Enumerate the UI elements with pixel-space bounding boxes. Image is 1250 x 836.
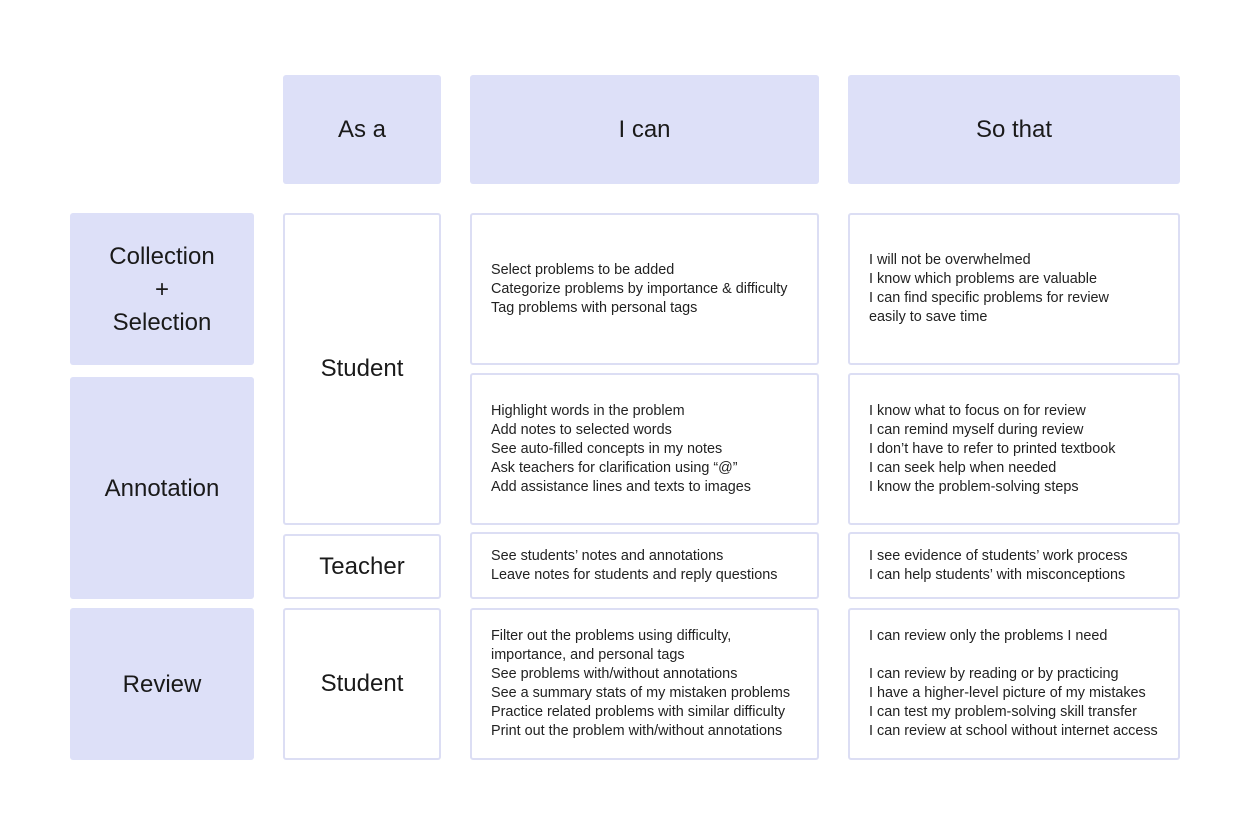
- list-item: I see evidence of students’ work process: [869, 547, 1128, 564]
- list-item: Practice related problems with similar difficulty: [491, 704, 786, 720]
- list-item: I can test my problem-solving skill transfer: [869, 704, 1137, 720]
- cell-annotation-teacher-i-can: [470, 532, 819, 599]
- list-item: I can find specific problems for review: [869, 290, 1109, 306]
- role-teacher: [283, 534, 441, 599]
- cell-collection-so-that: [848, 213, 1180, 365]
- list-item: [869, 646, 1158, 665]
- list-item: I can review at school without internet access: [869, 723, 1158, 739]
- category-collection-line-2: +: [154, 275, 169, 303]
- category-annotation-label: Annotation: [104, 474, 220, 502]
- annotation-student-so-that-list: [869, 402, 1115, 497]
- list-item: See students’ notes and annotations: [491, 547, 724, 564]
- list-item: Add notes to selected words: [491, 421, 672, 438]
- list-item: I know which problems are valuable: [869, 271, 1097, 287]
- review-so-that-list: [869, 627, 1158, 741]
- header-so-that-label: So that: [975, 115, 1053, 143]
- role-teacher-label: Teacher: [319, 552, 405, 580]
- category-collection-line-1: Collection: [109, 242, 215, 270]
- list-item: Leave notes for students and reply questions: [491, 566, 778, 583]
- header-i-can: [470, 75, 819, 184]
- list-item: I can seek help when needed: [869, 459, 1057, 476]
- annotation-teacher-i-can-list: [491, 547, 777, 585]
- list-item: Filter out the problems using difficulty,: [491, 628, 732, 644]
- category-collection-line-3: Selection: [112, 308, 212, 336]
- list-item: See problems with/without annotations: [491, 666, 738, 682]
- list-item: I can help students’ with misconceptions: [869, 566, 1126, 583]
- list-item: I don’t have to refer to printed textbook: [869, 440, 1116, 457]
- list-item: I know the problem-solving steps: [869, 478, 1079, 495]
- cell-review-so-that: [848, 608, 1180, 760]
- list-item: Tag problems with personal tags: [491, 299, 698, 316]
- list-item: easily to save time: [869, 309, 988, 325]
- cell-annotation-teacher-so-that: [848, 532, 1180, 599]
- category-review: [70, 608, 254, 760]
- cell-annotation-student-i-can: [470, 373, 819, 525]
- list-item: Ask teachers for clarification using “@”: [491, 459, 738, 476]
- list-item: See auto-filled concepts in my notes: [491, 440, 723, 457]
- cell-collection-i-can: [470, 213, 819, 365]
- list-item: Select problems to be added: [491, 261, 675, 278]
- role-student-review: [283, 608, 441, 760]
- list-item: I have a higher-level picture of my mistakes: [869, 685, 1146, 701]
- list-item: importance, and personal tags: [491, 647, 685, 663]
- role-student-main: [283, 213, 441, 525]
- list-item: See a summary stats of my mistaken problems: [491, 685, 791, 701]
- annotation-teacher-so-that-list: [869, 547, 1128, 585]
- list-item: I will not be overwhelmed: [869, 252, 1031, 268]
- list-item: I know what to focus on for review: [869, 402, 1086, 419]
- header-so-that: [848, 75, 1180, 184]
- role-student-main-label: Student: [320, 355, 404, 382]
- list-item: I can review only the problems I need: [869, 628, 1108, 644]
- list-item: Print out the problem with/without annotations: [491, 723, 783, 739]
- review-i-can-list: [491, 627, 790, 741]
- collection-so-that-list: [869, 251, 1109, 327]
- list-item: Add assistance lines and texts to images: [491, 478, 751, 495]
- header-i-can-label: I can: [618, 115, 671, 143]
- annotation-student-i-can-list: [491, 402, 751, 497]
- header-as-a-label: As a: [337, 115, 387, 143]
- role-student-review-label: Student: [320, 670, 404, 697]
- category-annotation: [70, 377, 254, 599]
- list-item: I can review by reading or by practicing: [869, 666, 1119, 682]
- cell-review-i-can: [470, 608, 819, 760]
- list-item: Highlight words in the problem: [491, 402, 685, 419]
- category-review-label: Review: [122, 670, 202, 698]
- list-item: I can remind myself during review: [869, 421, 1084, 438]
- header-as-a: [283, 75, 441, 184]
- category-collection-selection: [70, 213, 254, 365]
- list-item: Categorize problems by importance & difficulty: [491, 280, 788, 297]
- collection-i-can-list: [491, 261, 787, 318]
- cell-annotation-student-so-that: [848, 373, 1180, 525]
